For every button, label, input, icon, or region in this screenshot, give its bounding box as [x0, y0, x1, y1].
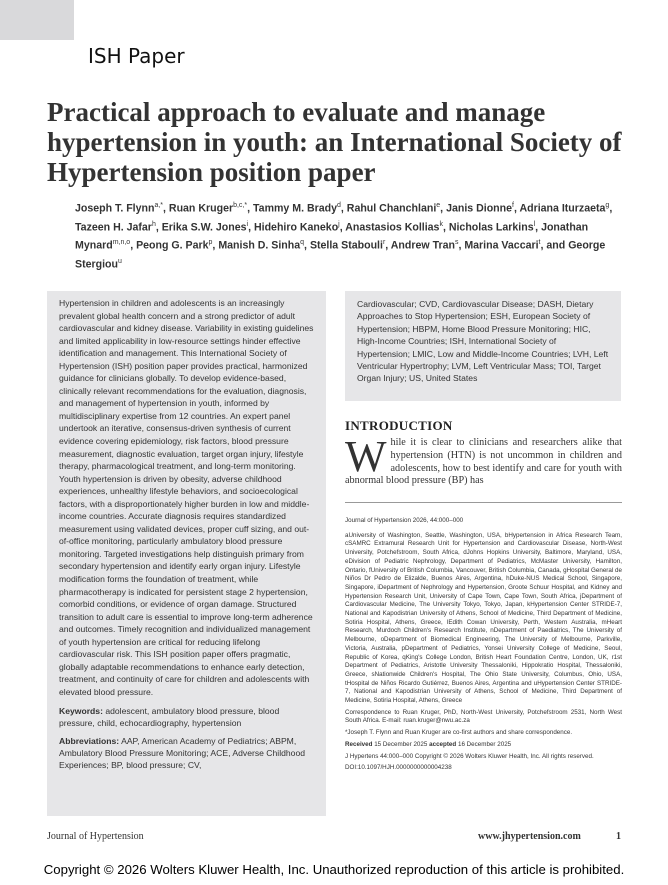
drop-cap: W [345, 432, 387, 481]
corner-decoration [0, 0, 74, 40]
author-name: Hidehiro Kaneko [253, 221, 339, 234]
abstract-panel [47, 291, 326, 816]
doi[interactable]: DOI:10.1097/HJH.0000000000004238 [345, 764, 452, 772]
page-number: 1 [616, 831, 621, 842]
abstract-text: Hypertension in children and adolescents is an increasingly prevalent global health concern and a strong predictor of adult cardiovascular and kidney disease. Variability in existing guidelines and limited applicability in low-resource settings hinder effective identification and management. This International Society of Hypertension (ISH) position paper provides practical, harmonized guidance for clinicians globally. To develop evidence-based, clinically relevant recommendations for the evaluation, diagnosis, and management of hypertension in youth, informed by multidisciplinary expertise from 12 countries. An expert panel undertook an iterative, consensus-driven synthesis of current evidence covering epidemiology, risk factors, blood pressure measurement, diagnostic evaluation, target organ injury, lifestyle therapy, pharmacological treatment, and long-term monitoring. Youth hypertension is driven by obesity, adverse childhood experiences, unhealthy lifestyle behaviors, and socioecological factors, with a disproportionately higher burden in low and middle-income countries. Accurate diagnosis requires standardized measurement using validated devices, proper cuff sizing, and out-of-office monitoring, particularly ambulatory blood pressure monitoring. Targeted investigations help distinguish primary from secondary hypertension and identify early organ injury. Lifestyle modification forms the foundation of treatment, while pharmacotherapy is indicated for persistent stage 2 hypertension, comorbid conditions, or evidence of organ damage. Structured transition to adult care is essential to improve long-term adherence and outcomes. Timely recognition and individualized management of youth hypertension are critical for reducing lifelong cardiovascular risk. This ISH position paper offers pragmatic, globally adaptable recommendations to enhance early detection, treatment, and continuity of care for children and adolescents with elevated blood pressure. [59, 298, 314, 697]
copyright-banner: Copyright © 2026 Wolters Kluwer Health, Inc. Unauthorized reproduction of this article is prohibited. [43, 862, 625, 877]
author-affiliation-marker: p [208, 239, 213, 247]
author-name: Janis Dionne [446, 202, 512, 215]
author-affiliation-marker: e [436, 202, 441, 209]
correspondence: Correspondence to Ruan Kruger, PhD, North-West University, Potchefstroom 2531, North West South Africa. E-mail: ruan.kruger@nwu.ac.za [345, 708, 622, 725]
keywords-text: adolescent, ambulatory blood pressure, blood pressure, child, echocardiography, hypertension [59, 705, 280, 728]
author-name: Marina Vaccari [464, 239, 539, 252]
author-affiliation-marker: l [533, 220, 536, 228]
abbreviations-text: AAP, American Academy of Pediatrics; ABPM, Ambulatory Blood Pressure Monitoring; ACE, Adverse Childhood Experiences; BP, blood pressure; CV, [59, 735, 306, 771]
footer-url[interactable]: www.jhypertension.com [478, 831, 581, 842]
author-affiliation-marker: q [300, 239, 305, 247]
author-name: Stella Stabouli [309, 239, 383, 252]
author-name: Tazeen H. Jafar [75, 221, 152, 234]
accepted-date: 16 December 2025 [457, 740, 512, 748]
abbreviations [59, 735, 314, 772]
author-name: Tammy M. Brady [253, 202, 337, 215]
footnote-divider [345, 502, 622, 503]
author-affiliation-marker: h [151, 220, 156, 228]
author-affiliation-marker: f [512, 202, 514, 209]
author-name: Erika S.W. Jones [161, 221, 247, 234]
received-label: Received [345, 740, 373, 748]
affiliations: aUniversity of Washington, Seattle, Washington, USA, bHypertension in Africa Research Team, cSAMRC Extramural Research Unit for Hypertension and Cardiovascular Disease, North-West University, Potchefstroom, South Africa, dJohns Hopkins University, Baltimore, Maryland, USA, eDivision of Pediatric Nephrology, Department of Pediatrics, McMaster University, Hamilton, Ontario, fUniversity of British Columbia, Vancouver, British Columbia, Canada, gHospital General de Niños Dr Pedro de Elizalde, Buenos Aires, Argentina, hDuke-NUS Medical School, Singapore, Singapore, iDepartment of Nephrology and Hypertension, Groote Schuur Hospital, and Kidney and Hypertension Research Unit, University of Cape Town, Cape Town, South Africa, jDepartment of Cardiovascular Medicine, The University Tokyo, Tokyo, Japan, kHypertension Center STRIDE-7, National and Kapodistrian University of Athens, School of Medicine, Third Department of Medicine, Sotiria Hospital, Athens, Greece, lEdith Cowan University, Perth, Western Australia, mHeart Research, Murdoch Children's Research Institute, nDepartment of Paediatrics, The University of Melbourne, oDepartment of Biomedical Engineering, The University of Melbourne, Parkville, Victoria, Australia, pDepartment of Pediatrics, Yonsei University College of Medicine, Seoul, Republic of Korea, qKing's College London, British Heart Foundation Centre, London, UK, r1st Department of Pediatrics, Aristotle University Thessaloniki, Hippokratio Hospital, Thessaloniki, Greece, sNationwide Children's Hospital, The Ohio State University, Columbus, Ohio, USA, tHospital de Niños Ricardo Gutiérrez, Buenos Aires, Argentina and uHypertension Center STRIDE-7, National and Kapodistrian University of Athens, School of Medicine, Third Department of Medicine, Sotiria Hospital, Athens, Greece [345, 531, 622, 705]
introduction-paragraph: hile it is clear to clinicians and researchers alike that hypertension (HTN) is not uncommon in children and adolescents, how to best identify and care for youth with abnormal blood pressure (BP) has [345, 437, 622, 487]
author-name: George Stergiou [75, 239, 606, 271]
paper-type-label: ISH Paper [88, 44, 185, 68]
author-affiliation-marker: u [117, 257, 122, 265]
introduction-heading: INTRODUCTION [345, 418, 453, 433]
author-affiliation-marker: g [605, 202, 610, 209]
author-affiliation-marker: s [454, 239, 459, 247]
abbreviations-continued: Cardiovascular; CVD, Cardiovascular Disease; DASH, Dietary Approaches to Stop Hypertension; ESH, European Society of Hypertension; HBPM, Home Blood Pressure Monitoring; HIC, High-Income Countries; ISH, International Society of Hypertension; LMIC, Low and Middle-Income Countries; LVH, Left Ventricular Hypertrophy; LVM, Left Ventricular Mass; TOI, Target Organ Injury; US, United States [345, 291, 621, 401]
author-name: Anastasios Kollias [345, 221, 440, 234]
author-name: Peong G. Park [136, 239, 209, 252]
keywords-label: Keywords: [59, 705, 103, 716]
author-affiliation-marker: a,* [154, 202, 164, 209]
accepted-label: accepted [429, 740, 457, 748]
introduction-text [345, 432, 622, 488]
article-footnotes [345, 517, 622, 776]
author-name: Manish D. Sinha [218, 239, 301, 252]
author-name: Joseph T. Flynn [75, 202, 155, 215]
co-first-note: *Joseph T. Flynn and Ruan Kruger are co-first authors and share correspondence. [345, 729, 573, 737]
author-affiliation-marker: i [246, 220, 249, 228]
author-affiliation-marker: r [382, 239, 386, 247]
footer-journal-name: Journal of Hypertension [47, 831, 144, 842]
author-name: Nicholas Larkins [448, 221, 534, 234]
author-affiliation-marker: k [439, 220, 443, 228]
author-list: Joseph T. Flynn$^{a,*}$, Ruan Kruger$^{b,c,*}$, Tammy M. Brady$^d$, Rahul Chanchlani$^e$, Janis Dionne$^f$, Adriana Iturzaeta$^g$, Tazeen H. Jafar$^h$, Erika S.W. Jones$^i$, Hidehiro Kaneko$^j$, Anastasios Kollias$^k$, Nicholas Larkins$^l$, Jonathan Mynard$^{m,n,o}$, Peong G. Park$^p$, Manish D. Sinha$^q$, Stella Stabouli$^r$, Andrew Tran$^s$, Marina Vaccari$^t$, and George Stergiou$^u$ [75, 202, 613, 271]
copyright-line: J Hypertens 44:000–000 Copyright © 2026 Wolters Kluwer Health, Inc. All rights reserved. [345, 752, 594, 760]
author-affiliation-marker: j [338, 220, 340, 228]
keywords [59, 705, 314, 729]
author-affiliation-marker: t [538, 239, 541, 247]
article-title: Practical approach to evaluate and manage hypertension in youth: an International Society of Hypertension position paper [47, 97, 622, 187]
author-affiliation-marker: b,c,* [233, 202, 248, 209]
author-name: Ruan Kruger [168, 202, 234, 215]
author-name: Rahul Chanchlani [346, 202, 437, 215]
author-name: Adriana Iturzaeta [519, 202, 606, 215]
abbreviations-label: Abbreviations: [59, 735, 120, 746]
received-accepted [345, 741, 622, 750]
received-date: 15 December 2025 [374, 740, 428, 748]
author-affiliation-marker: m,n,o [112, 239, 131, 247]
author-affiliation-marker: d [337, 202, 341, 209]
journal-reference: Journal of Hypertension 2026, 44:000–000 [345, 517, 464, 524]
author-name: Jonathan Mynard [75, 221, 589, 252]
author-name: Andrew Tran [390, 239, 455, 252]
